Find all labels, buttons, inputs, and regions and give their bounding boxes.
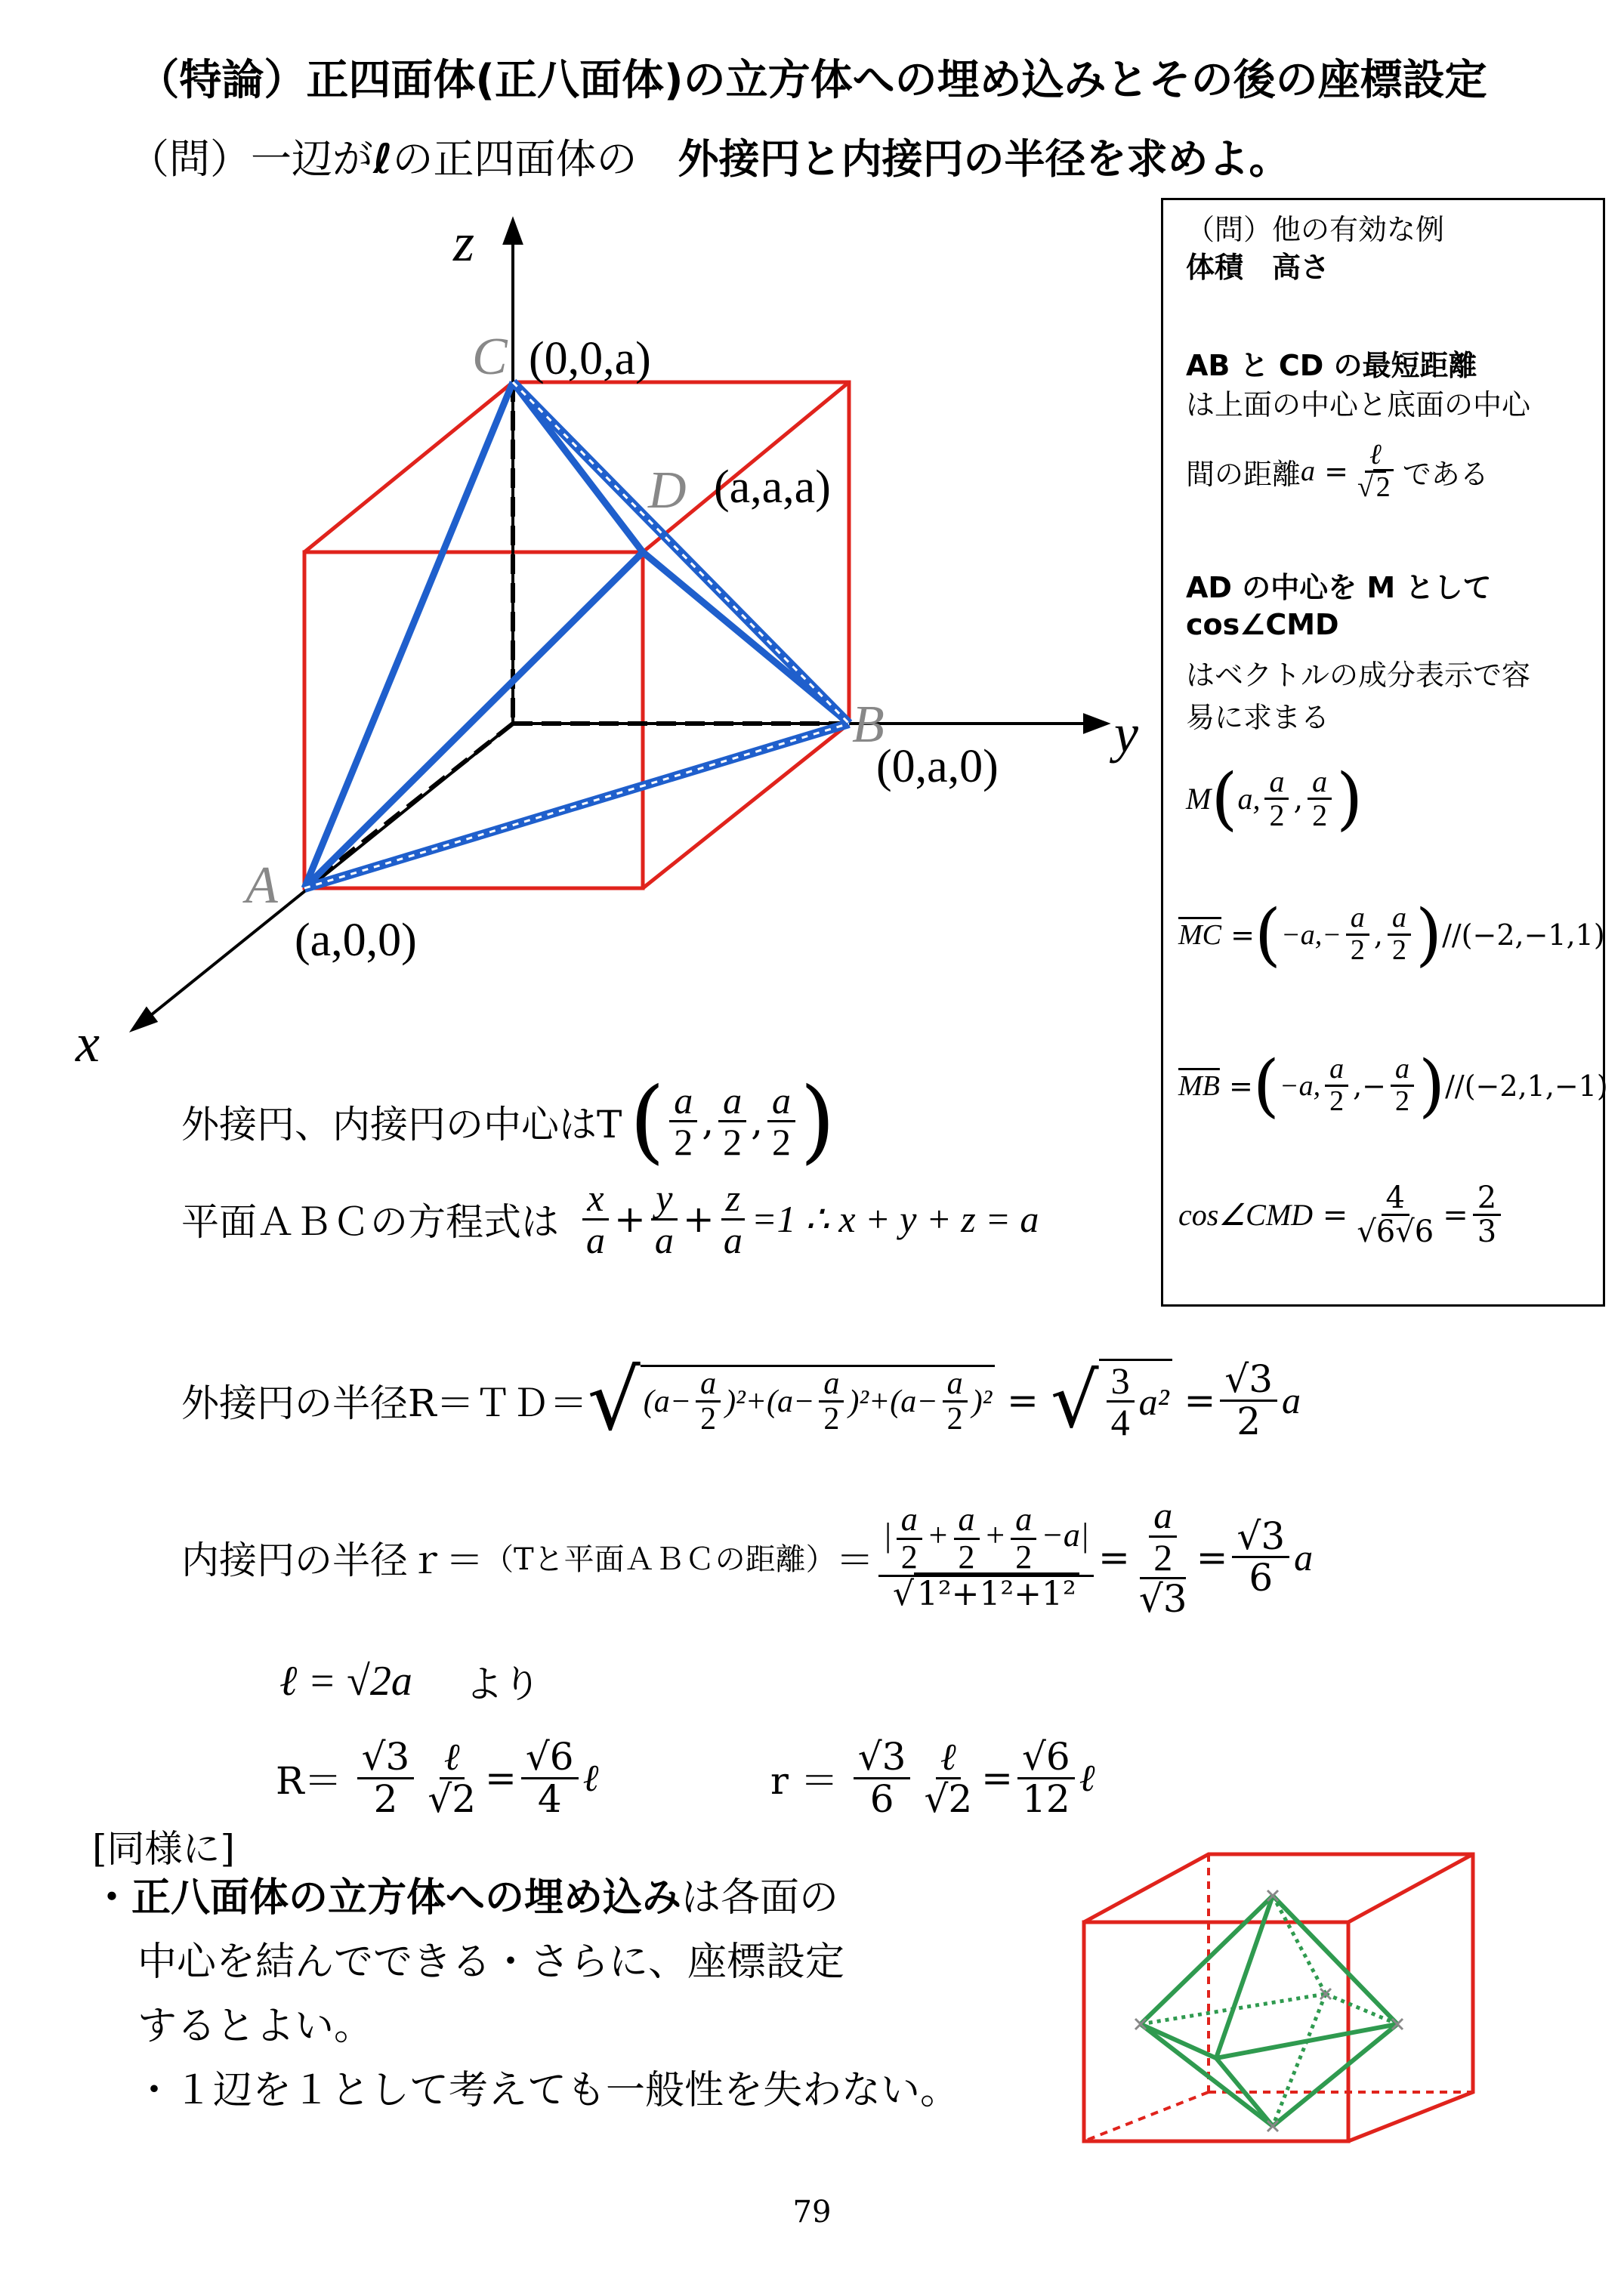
side-box (1161, 198, 1608, 1307)
similar-heading: [同様に] (92, 1827, 236, 1871)
inradius-line: 内接円の半径ｒ＝ （Tと平面ＡＢＣの距離） ＝ | $\frac{a}{2}$ + $\frac{a}{2}$ + $\frac{a}{2}$ −a| √1²+1²+1² = $\frac{\frac{a}{2}}{√3}$ = $\frac{√3}{6}$ a (181, 1494, 1314, 1621)
center-line: 外接円、内接円の中心はT ( $\frac{a}{2}$ , $\frac{a}{2}$ , $\frac{a}{2}$ ) (181, 1069, 835, 1174)
bullet2: ・１辺を１として考えても一般性を失わない。 (134, 2068, 960, 2113)
plane-line: 平面ＡＢＣの方程式は $\frac{x}{a}$ + $\frac{y}{a}$ + $\frac{z}{a}$ =1 ∴ x + y + z = a (181, 1177, 1039, 1261)
dist-a: a (1301, 455, 1316, 488)
tetrahedron-cube-figure (0, 0, 1156, 1088)
vertex-b-label: B (852, 696, 885, 754)
vertex-d-label: D (648, 461, 687, 520)
dist-ell: ℓ (1365, 440, 1386, 473)
circumradius-line: 外接円の半径R＝ＴＤ＝ √ (a− $\frac{a}{2}$ )²+(a− $\frac{a}{2}$ )²+(a− $\frac{a}{2}$ )² = √ $\frac{3}{4}$ a² = $\frac{√3}{2}$ a (181, 1352, 1301, 1449)
page-number: 79 (792, 2195, 832, 2230)
question-part1: 一辺が (251, 135, 373, 183)
vertex-c-label: C (472, 328, 508, 386)
sidebox-distance: 間の距離 a = $\frac{\text{ℓ}}{√ 2}$ である (1186, 439, 1489, 503)
dist-prefix: 間の距離 (1186, 457, 1301, 491)
ell-line: ℓ = √2a より (279, 1658, 541, 1706)
sidebox-ad-center: AD の中心を M として (1186, 571, 1492, 604)
octahedron-cube-figure (1065, 1843, 1488, 2160)
axis-x-label: x (76, 1013, 100, 1073)
question-part3: 外接円と内接円の半径を求めよ。 (678, 135, 1290, 183)
sidebox-ab-cd-desc: は上面の中心と底面の中心 (1186, 388, 1531, 421)
tetrahedron-dotted-edges (304, 382, 849, 888)
m-point: M ( a, $\frac{a}{2}$ , $\frac{a}{2}$ ) (1186, 759, 1363, 838)
sidebox-heading: （問）他の有効な例 (1186, 213, 1445, 246)
sidebox-vector-desc1: はベクトルの成分表示で容 (1186, 659, 1531, 692)
sidebox-volume-height: 体積 高さ (1186, 251, 1330, 284)
bullet1-line1: ・正八面体の立方体への埋め込みは各面の (92, 1875, 839, 1921)
sidebox-vector-desc2: 易に求まる (1186, 701, 1330, 734)
coord-c: (0,0,a) (529, 333, 651, 384)
axis-y-label: y (1114, 703, 1138, 764)
sidebox-cos-cmd: cos∠CMD (1186, 608, 1339, 641)
dist-root: 2 (1373, 469, 1394, 503)
coord-b: (0,a,0) (876, 741, 999, 792)
question-part2: の正四面体の (392, 135, 678, 183)
axis-z-label: z (453, 212, 475, 273)
coord-d: (a,a,a) (714, 461, 831, 513)
r-result: r ＝ $\frac{√3}{6}$ $\frac{\text{ℓ}}{√2}$ = $\frac{√6}{12}$ ℓ (770, 1735, 1095, 1821)
R-result: R＝ $\frac{√3}{2}$ $\frac{\text{ℓ}}{√2}$ = $\frac{√6}{4}$ ℓ (276, 1735, 599, 1821)
bullet1-line2: 中心を結んでできる・さらに、座標設定 (137, 1940, 845, 1985)
mb-vector: $\overline{MB}$ = ( −a, $\frac{a}{2}$ ,− $\frac{a}{2}$ ) //(−2,1,−1) (1178, 1046, 1608, 1125)
vertex-a-label: A (245, 856, 278, 915)
mc-vector: $\overline{MC}$ = ( −a,− $\frac{a}{2}$ , $\frac{a}{2}$ ) //(−2,−1,1) (1178, 895, 1605, 974)
question-ell: ℓ (373, 135, 393, 183)
sidebox-ab-cd: AB と CD の最短距離 (1186, 349, 1477, 382)
cos-result: cos∠CMD = $\frac{4}{√6√6}$ = $\frac{2}{3}$ (1178, 1182, 1505, 1248)
coord-a: (a,0,0) (295, 915, 417, 966)
dist-suffix: である (1402, 457, 1489, 491)
question-prefix: （問） (128, 135, 251, 183)
bullet1-line3: するとよい。 (137, 2004, 374, 2049)
page-title: （特論）正四面体(正八面体)の立方体への埋め込みとその後の座標設定 (137, 56, 1487, 105)
